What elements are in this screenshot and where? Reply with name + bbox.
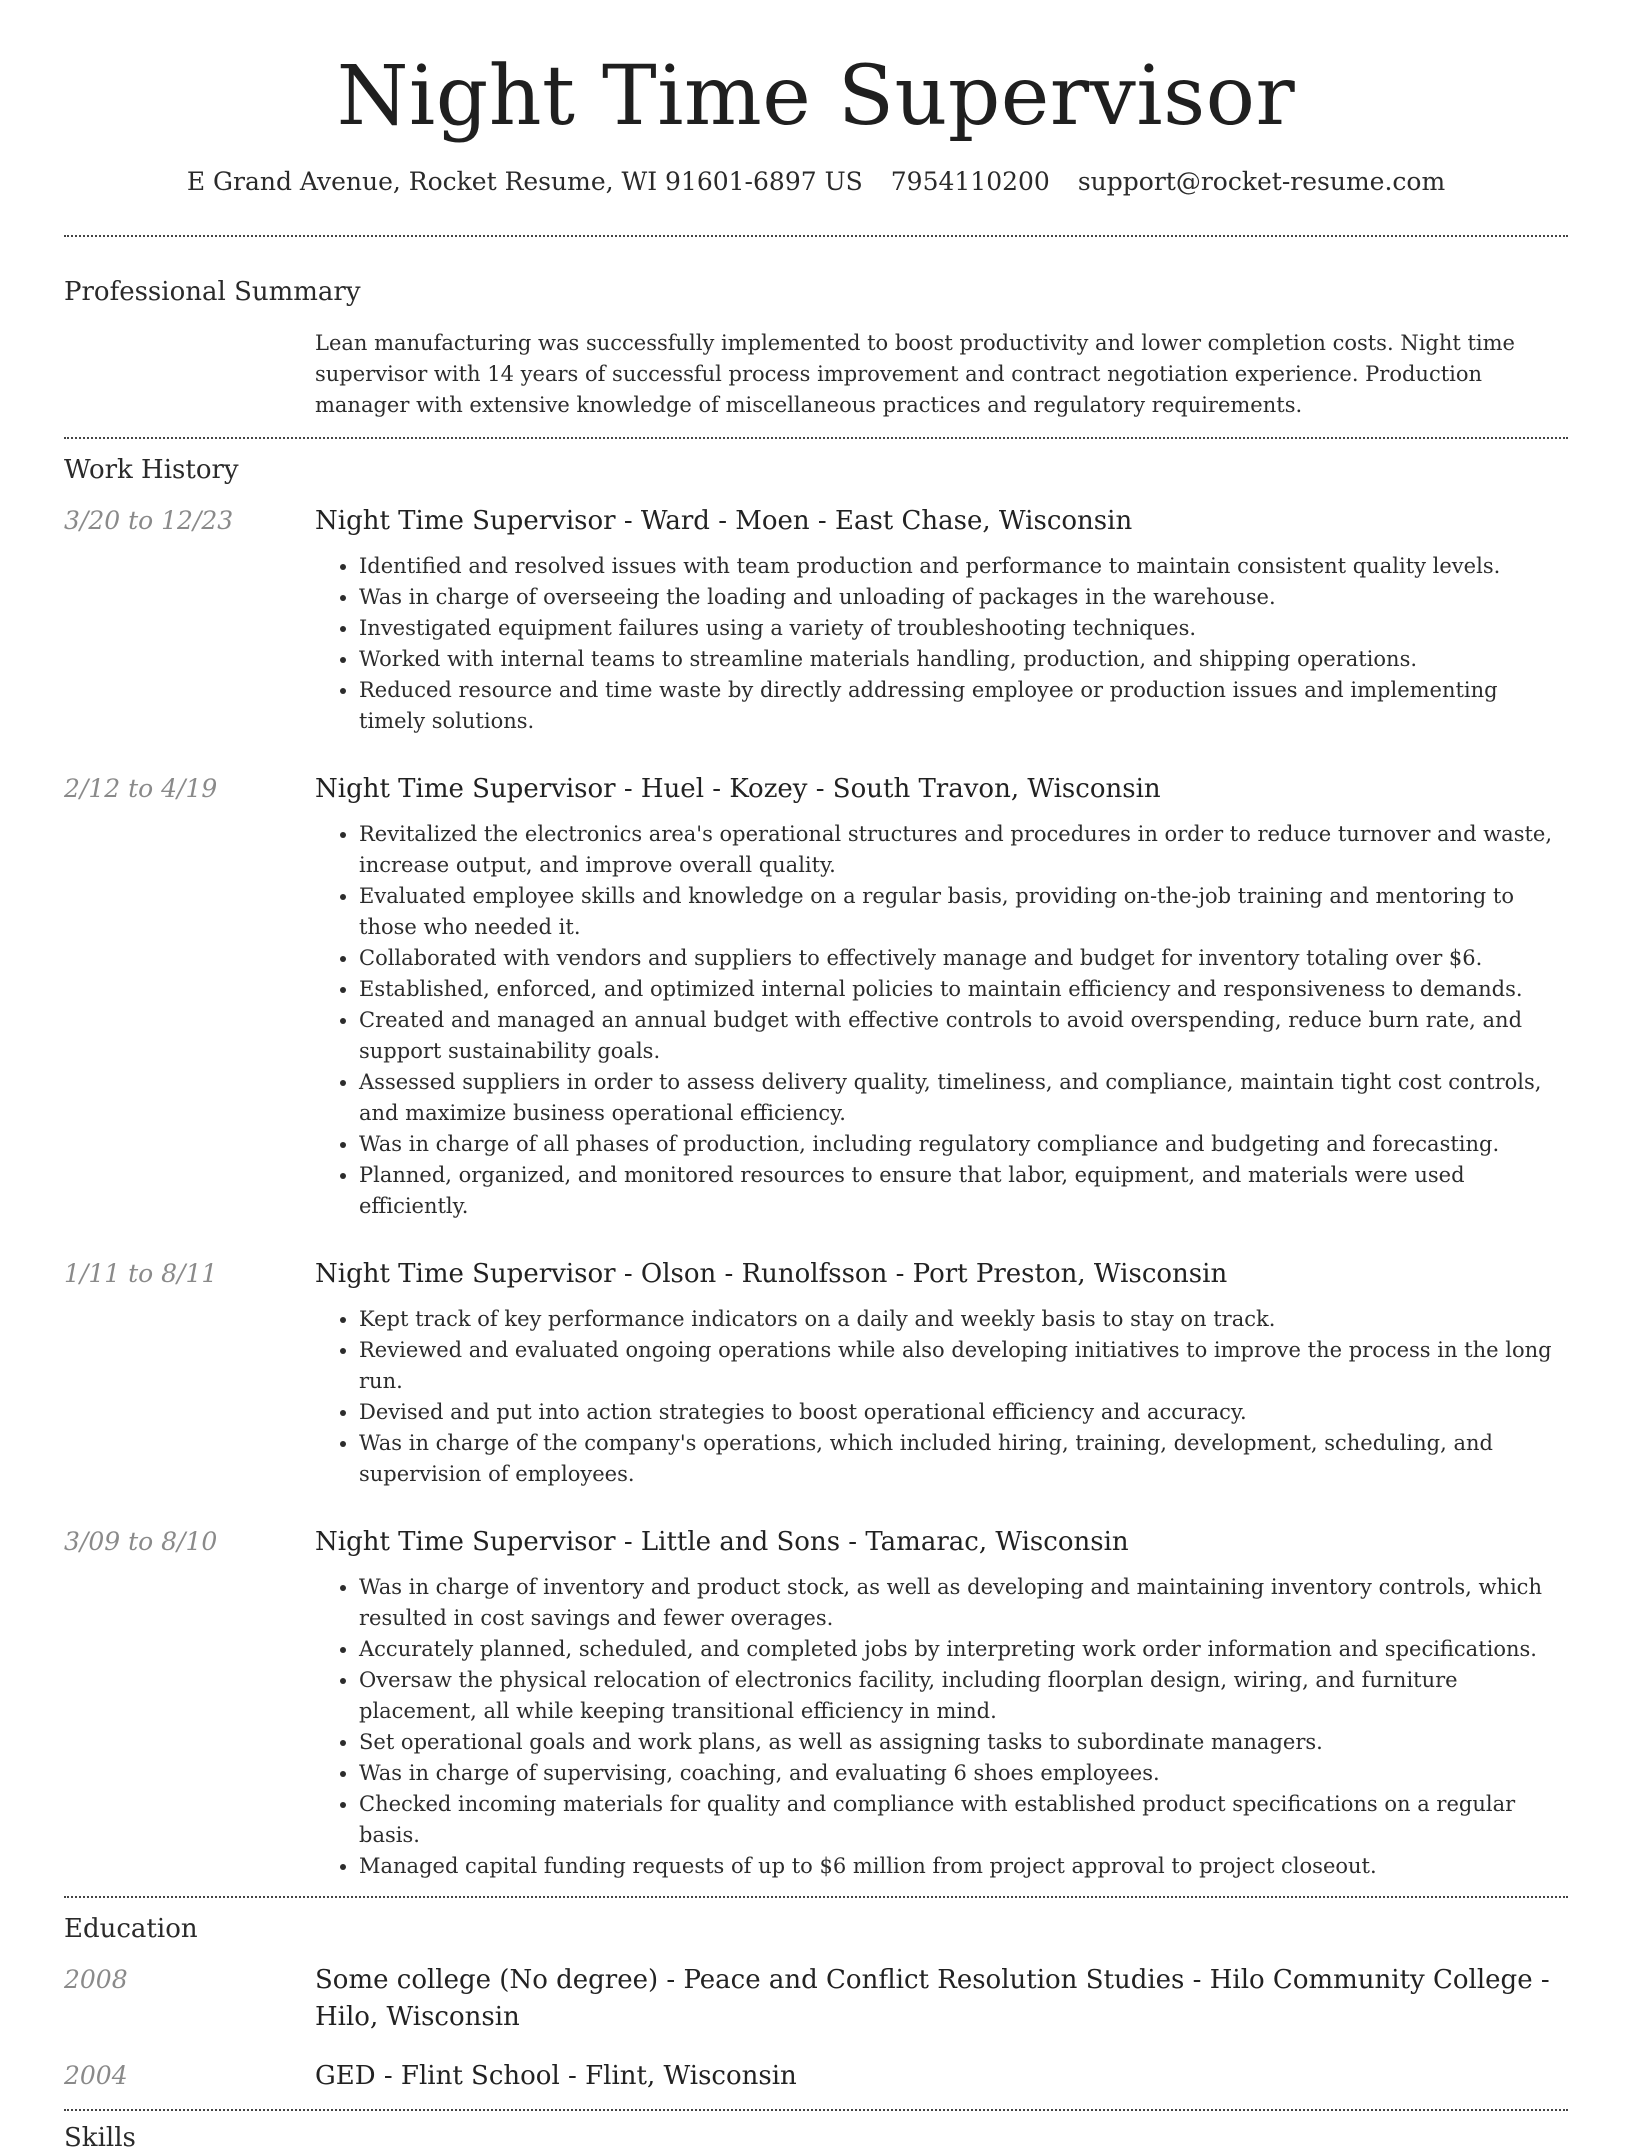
job-title: Night Time Supervisor - Little and Sons - Tamarac, Wisconsin <box>315 1526 1129 1557</box>
list-item: • Was in charge of all phases of production, including regulatory compliance and budgeting and forecasting. <box>359 1129 1568 1160</box>
list-item: • Evaluated employee skills and knowledge on a regular basis, providing on-the-job training and mentoring to those who needed it. <box>359 881 1568 943</box>
job-title: Night Time Supervisor - Huel - Kozey - South Travon, Wisconsin <box>315 773 1161 804</box>
list-item: • Kept track of key performance indicators on a daily and weekly basis to stay on track. <box>359 1304 1568 1335</box>
contact-phone: 7954110200 <box>890 167 1050 197</box>
list-item: • Devised and put into action strategies to boost operational efficiency and accuracy. <box>359 1397 1568 1428</box>
education-year: 2008 <box>64 1964 128 1994</box>
job-dates: 3/20 to 12/23 <box>64 505 234 535</box>
job-entry <box>64 503 1568 737</box>
education-details: Some college (No degree) - Peace and Conflict Resolution Studies - Hilo Community College - Hilo, Wisconsin <box>315 1964 1550 2032</box>
candidate-name: Night Time Supervisor <box>336 49 1296 144</box>
education-entry <box>64 1962 1568 2036</box>
job-title: Night Time Supervisor - Olson - Runolfsson - Port Preston, Wisconsin <box>315 1258 1228 1289</box>
work-history-heading: Work History <box>64 454 239 485</box>
contact-address: E Grand Avenue, Rocket Resume, WI 91601-6897 US <box>186 167 863 197</box>
job-title: Night Time Supervisor - Ward - Moen - East Chase, Wisconsin <box>315 505 1133 536</box>
education-entry <box>64 2058 1568 2095</box>
contact-line <box>0 166 1632 199</box>
list-item: • Managed capital funding requests of up to $6 million from project approval to project closeout. <box>359 1851 1568 1882</box>
job-bullets <box>315 1572 1568 1882</box>
list-item: • Checked incoming materials for quality and compliance with established product specifications on a regular basis. <box>359 1789 1568 1851</box>
list-item: • Was in charge of inventory and product stock, as well as developing and maintaining inventory controls, which resulted in cost savings and fewer overages. <box>359 1572 1568 1634</box>
job-bullets <box>315 819 1568 1222</box>
list-item: • Reduced resource and time waste by directly addressing employee or production issues and implementing timely solutions. <box>359 675 1568 737</box>
education-year: 2004 <box>64 2060 128 2090</box>
summary-heading: Professional Summary <box>64 276 361 307</box>
skills-section <box>0 2111 1632 2153</box>
job-bullets <box>315 1304 1568 1490</box>
work-history-section <box>0 439 1632 1882</box>
job-dates: 3/09 to 8/10 <box>64 1526 218 1556</box>
job-entry <box>64 1256 1568 1490</box>
list-item: • Planned, organized, and monitored resources to ensure that labor, equipment, and materials were used efficiently. <box>359 1160 1568 1222</box>
list-item: • Identified and resolved issues with team production and performance to maintain consistent quality levels. <box>359 551 1568 582</box>
list-item: • Accurately planned, scheduled, and completed jobs by interpreting work order information and specifications. <box>359 1634 1568 1665</box>
job-dates: 2/12 to 4/19 <box>64 773 218 803</box>
list-item: • Was in charge of the company's operations, which included hiring, training, development, scheduling, and supervision of employees. <box>359 1428 1568 1490</box>
list-item: • Assessed suppliers in order to assess delivery quality, timeliness, and compliance, maintain tight cost controls, and maximize business operational efficiency. <box>359 1067 1568 1129</box>
education-section <box>0 1898 1632 2095</box>
list-item: • Investigated equipment failures using a variety of troubleshooting techniques. <box>359 613 1568 644</box>
summary-section <box>0 237 1632 421</box>
list-item: • Established, enforced, and optimized internal policies to maintain efficiency and responsiveness to demands. <box>359 974 1568 1005</box>
summary-text: Lean manufacturing was successfully implemented to boost productivity and lower completion costs. Night time supervisor with 14 years of successful process improvement and contract negotiation experience. Production manager with extensive knowledge of miscellaneous practices and regulatory requirements. <box>315 330 1515 417</box>
list-item: • Reviewed and evaluated ongoing operations while also developing initiatives to improve the process in the long run. <box>359 1335 1568 1397</box>
list-item: • Oversaw the physical relocation of electronics facility, including floorplan design, wiring, and furniture placement, all while keeping transitional efficiency in mind. <box>359 1665 1568 1727</box>
job-entry <box>64 1524 1568 1882</box>
list-item: • Was in charge of supervising, coaching, and evaluating 6 shoes employees. <box>359 1758 1568 1789</box>
resume-header <box>0 0 1632 199</box>
list-item: • Set operational goals and work plans, as well as assigning tasks to subordinate managers. <box>359 1727 1568 1758</box>
education-details: GED - Flint School - Flint, Wisconsin <box>315 2060 797 2091</box>
skills-heading: Skills <box>64 2122 136 2153</box>
contact-email: support@rocket-resume.com <box>1077 167 1446 197</box>
job-dates: 1/11 to 8/11 <box>64 1258 218 1288</box>
list-item: • Was in charge of overseeing the loading and unloading of packages in the warehouse. <box>359 582 1568 613</box>
job-bullets <box>315 551 1568 737</box>
list-item: • Created and managed an annual budget with effective controls to avoid overspending, reduce burn rate, and support sustainability goals. <box>359 1005 1568 1067</box>
list-item: • Collaborated with vendors and suppliers to effectively manage and budget for inventory totaling over $6. <box>359 943 1568 974</box>
list-item: • Revitalized the electronics area's operational structures and procedures in order to reduce turnover and waste, increase output, and improve overall quality. <box>359 819 1568 881</box>
job-entry <box>64 771 1568 1222</box>
list-item: • Worked with internal teams to streamline materials handling, production, and shipping operations. <box>359 644 1568 675</box>
education-heading: Education <box>64 1913 198 1944</box>
